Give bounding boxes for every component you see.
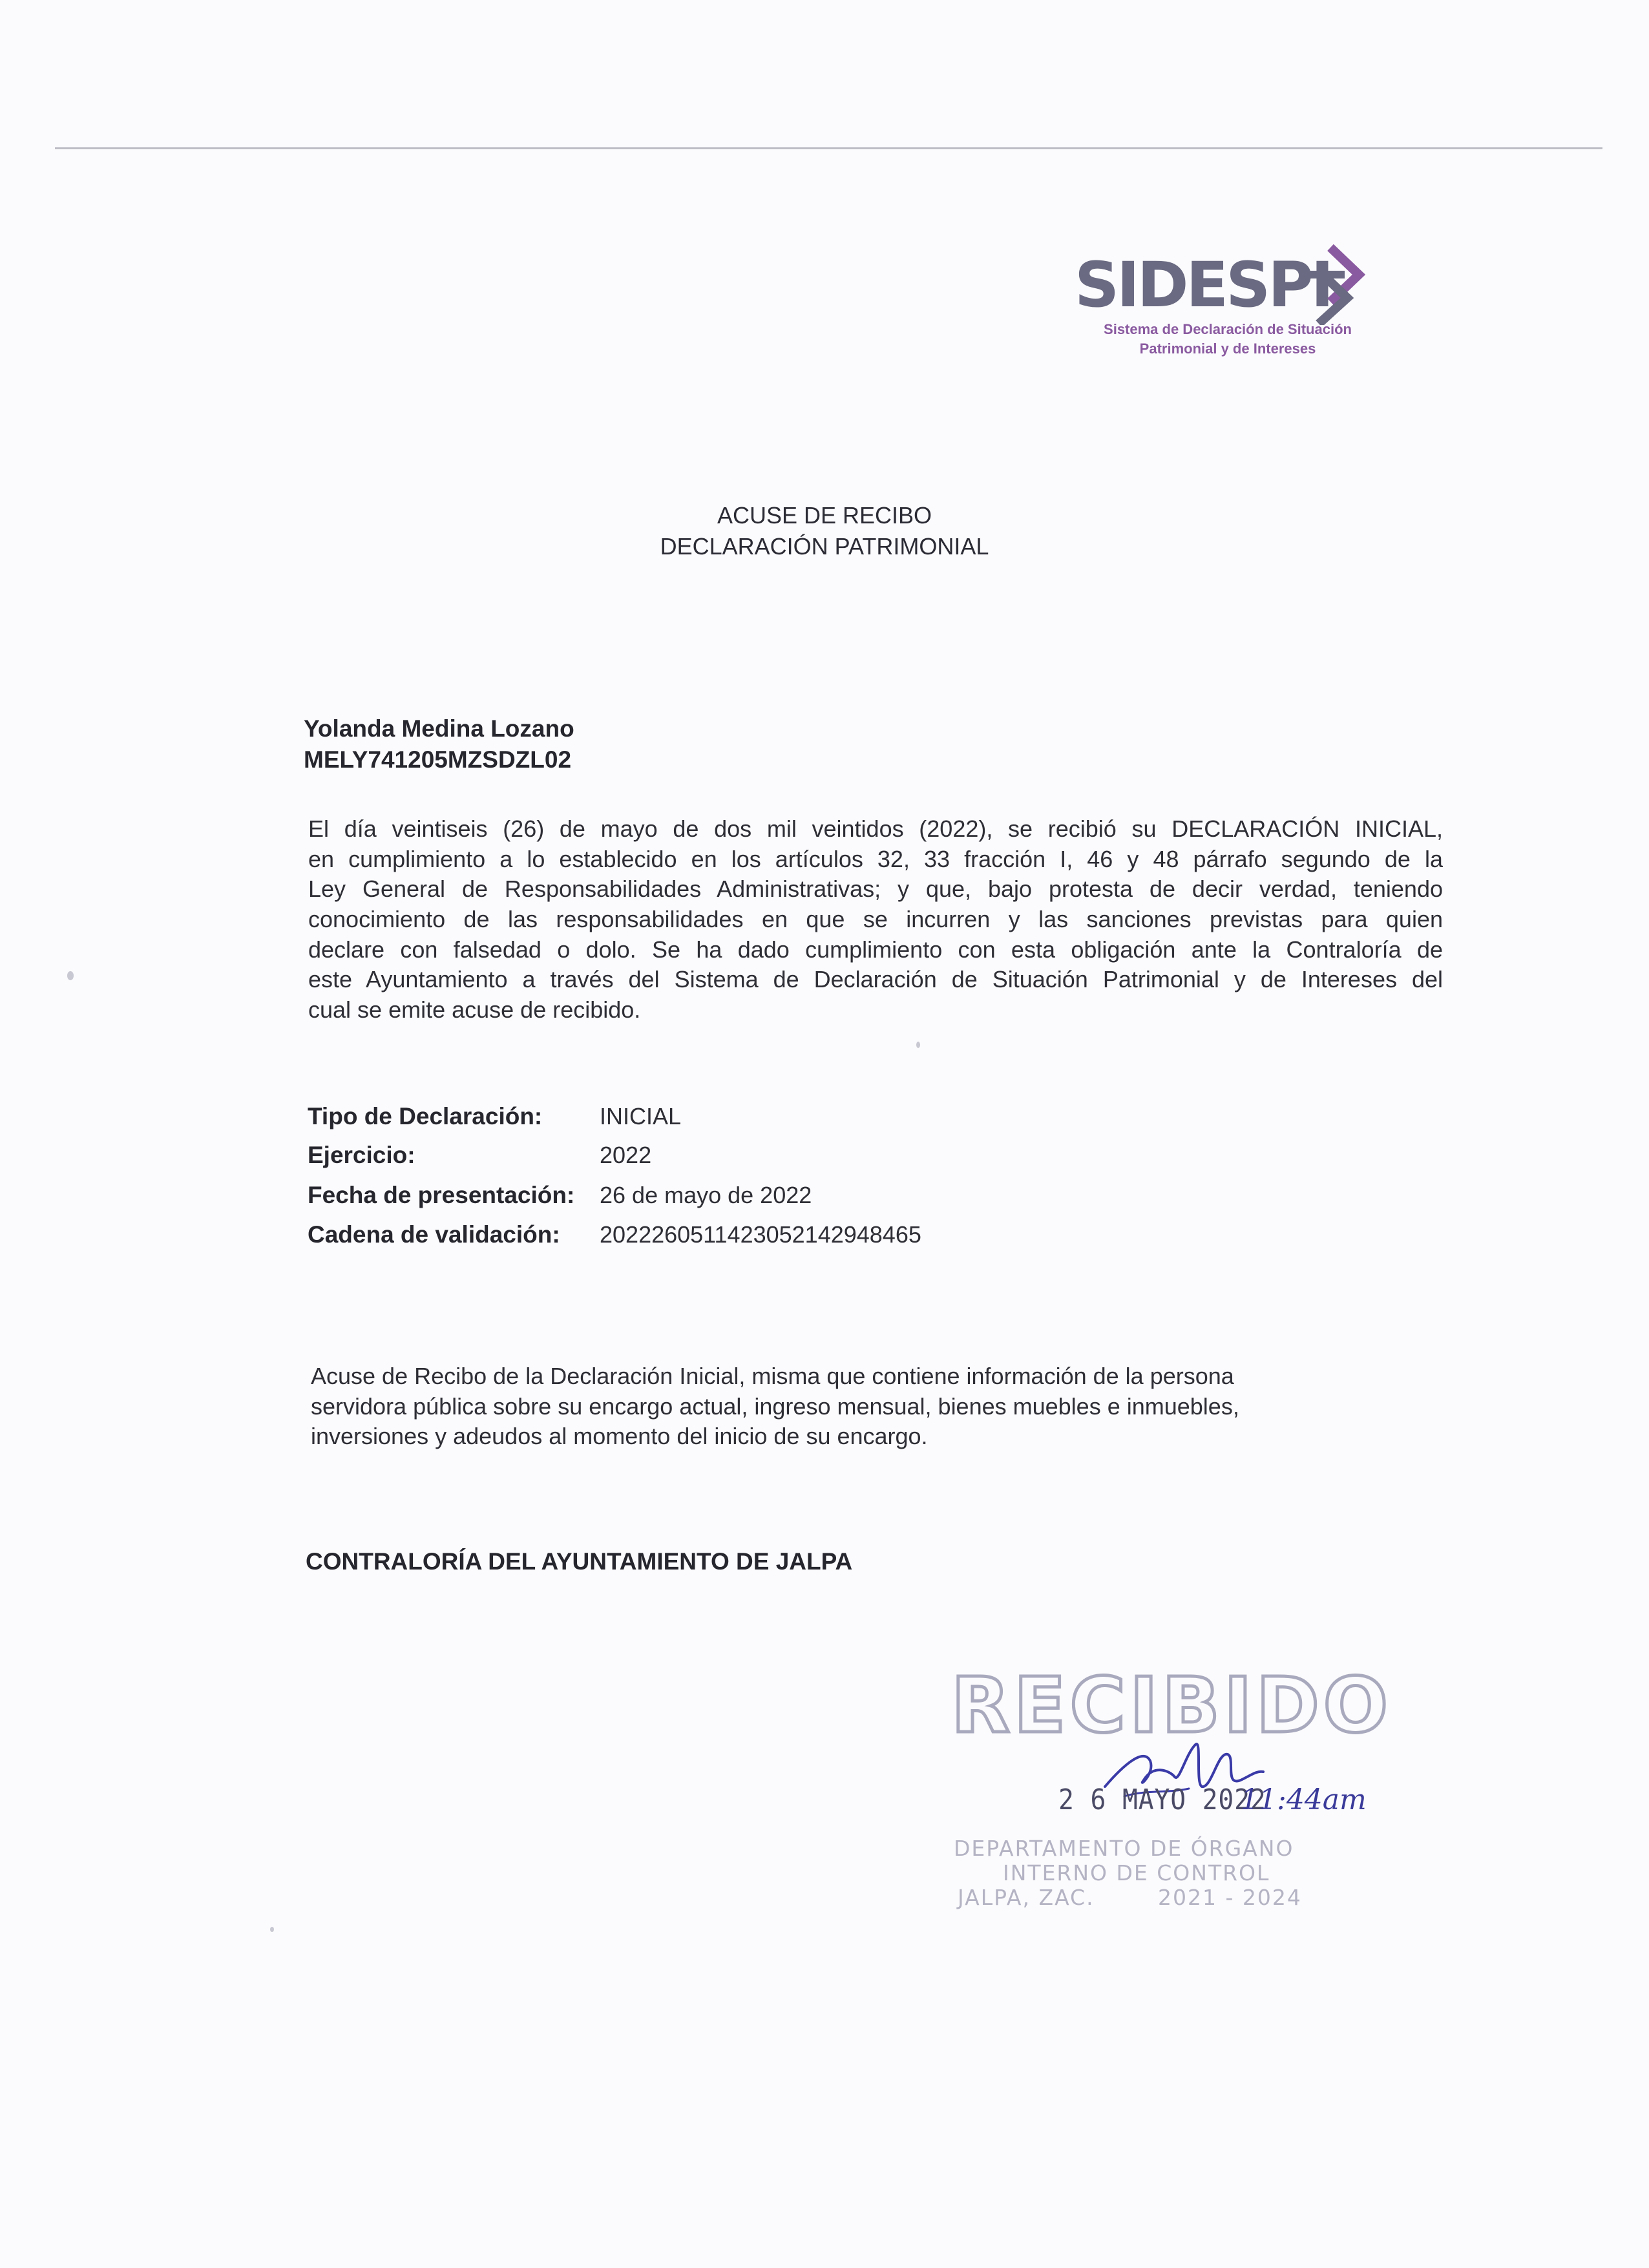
tipo-value: INICIAL — [600, 1103, 682, 1129]
document-subtitle: DECLARACIÓN PATRIMONIAL — [660, 533, 989, 560]
logo-subtitle — [1069, 320, 1386, 359]
scan-speck — [67, 971, 74, 980]
fecha-value: 26 de mayo de 2022 — [600, 1182, 812, 1208]
cadena-label: Cadena de validación: — [308, 1221, 560, 1248]
cadena-value: 20222605114230521429484​65 — [600, 1221, 921, 1248]
note-paragraph — [311, 1361, 1358, 1452]
stamp-line-1: DEPARTAMENTO DE ÓRGANO — [954, 1836, 1294, 1861]
body-paragraph — [308, 814, 1443, 1025]
document-title: ACUSE DE RECIBO — [717, 502, 932, 529]
body-line: en cumplimiento a lo establecido en los artículos 32, 33 fracción I, 46 y 48 párrafo segundo de la — [308, 845, 1443, 872]
ejercicio-label: Ejercicio: — [308, 1142, 415, 1168]
stamp-line-2: INTERNO DE CONTROL — [1003, 1860, 1270, 1885]
received-stamp — [943, 1661, 1396, 1926]
logo-subtitle-line2: Patrimonial y de Intereses — [1139, 341, 1316, 357]
body-line: Ley General de Responsabilidades Administrativas; y que, bajo protesta de decir verdad, teniendo — [308, 876, 1443, 903]
stamp-line-3-right: 2021 - 2024 — [1158, 1885, 1302, 1910]
recipient-name: Yolanda Medina Lozano — [304, 715, 574, 742]
stamp-date: 2 6 MAYO 2022 — [1058, 1783, 1266, 1816]
note-line: servidora pública sobre su encargo actual, ingreso mensual, bienes muebles e inmuebles, — [311, 1392, 1239, 1420]
authority-signature-line: CONTRALORÍA DEL AYUNTAMIENTO DE JALPA — [306, 1548, 853, 1575]
body-line: este Ayuntamiento a través del Sistema de Declaración de Situación Patrimonial y de Intereses del — [308, 966, 1443, 993]
scan-speck — [270, 1927, 274, 1932]
double-arrow-icon — [1299, 241, 1377, 325]
scan-top-rule — [55, 147, 1602, 149]
note-line: Acuse de Recibo de la Declaración Inicial, misma que contiene información de la persona — [311, 1363, 1234, 1389]
scan-speck — [916, 1042, 920, 1048]
note-line: inversiones y adeudos al momento del inicio de su encargo. — [311, 1423, 928, 1449]
stamp-time: 11:44am — [1241, 1783, 1367, 1816]
stamp-word: RECIBIDO — [951, 1661, 1392, 1750]
body-line: El día veintiseis (26) de mayo de dos mil veintidos (2022), se recibió su DECLARACIÓN INICIAL, — [308, 815, 1443, 842]
sidespi-logo — [1069, 236, 1405, 365]
recipient-rfc: MELY741205MZSDZL02 — [304, 746, 572, 773]
stamp-line-3-left: JALPA, ZAC. — [958, 1885, 1095, 1910]
fecha-label: Fecha de presentación: — [308, 1182, 575, 1208]
body-line: declare con falsedad o dolo. Se ha dado cumplimiento con esta obligación ante la Contraloría de — [308, 936, 1443, 963]
body-line: conocimiento de las responsabilidades en que se incurren y las sanciones previstas para quien — [308, 906, 1443, 933]
logo-subtitle-line1: Sistema de Declaración de Situación — [1104, 321, 1352, 337]
ejercicio-value: 2022 — [600, 1142, 652, 1168]
body-line: cual se emite acuse de recibido. — [308, 996, 641, 1024]
tipo-label: Tipo de Declaración: — [308, 1103, 543, 1129]
logo-wordmark: SIDESPI — [1075, 249, 1332, 321]
